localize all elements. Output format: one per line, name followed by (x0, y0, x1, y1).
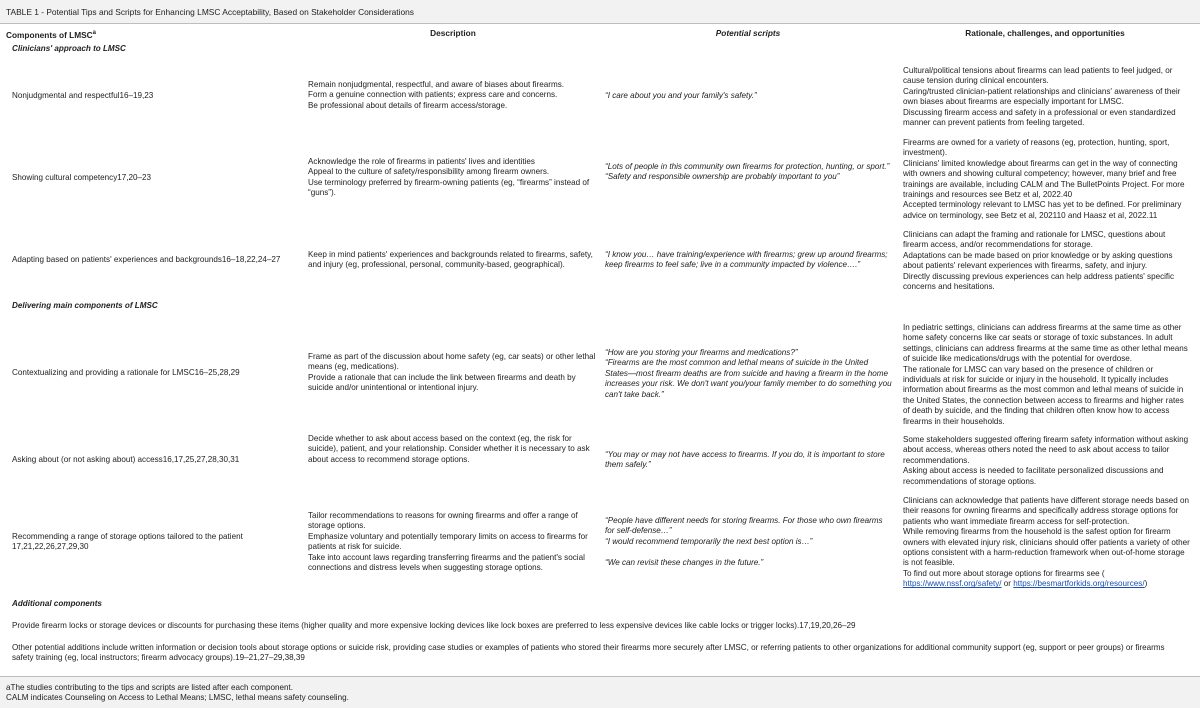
row-rationale: Clinicians can acknowledge that patients have different storage needs based on their reasons for owning firearms and specifically address storage options for patients who want immediate firearm access for self-protection. While removing firearms from the household is the safest option for firearm owners with elevated injury risk, clinicians should offer patients a variety of other options consistent with a harm-reduction framework when out-of-home storage is not feasible. To find out more about storage options for firearms see ( https://www.nssf.org/safety/ or https://besmartforkids.org/resources/) (903, 496, 1190, 589)
section-approach: Clinicians' approach to LMSC (12, 44, 126, 53)
row-rationale: In pediatric settings, clinicians can address firearms at the same time as other home safety concerns like car seats or storage of toxic substances. In adult settings, clinicians can address firearms at the same time as other lethal means of suicide like medications/drugs with the potential for overdose. The rationale for LMSC can vary based on the presence of children or individuals at risk for suicide or injury in the household. It typically includes information about firearms as the most common and lethal means of suicide in the United States, the connection between access to firearms and higher rates of death by suicide, and the finding that children often know how to access firearms in their households. (903, 323, 1188, 426)
row-scripts: “You may or may not have access to firearms. If you do, it is important to store them safely.” (605, 450, 885, 470)
additional-item: Provide firearm locks or storage devices or discounts for purchasing these items (higher quality and more expensive locking devices like lock boxes are preferred to less expensive devices like cable locks or trigger locks).17,19,20,26–29 (12, 621, 856, 630)
header-description: Description (430, 28, 476, 38)
besmartforkids-resources-link[interactable]: https://besmartforkids.org/resources/ (1013, 579, 1145, 589)
row-component: Asking about (or not asking about) access16,17,25,27,28,30,31 (12, 455, 240, 464)
footnote-a: aThe studies contributing to the tips and scripts are listed after each component. (6, 683, 294, 692)
row-component: Contextualizing and providing a rationale for LMSC16–25,28,29 (12, 368, 240, 377)
footnote-mark: a (92, 30, 96, 36)
header-rationale: Rationale, challenges, and opportunities (965, 28, 1125, 38)
row-scripts: “I know you… have training/experience with firearms; grew up around firearms; keep firearms to feel safe; live in a community impacted by violence….” (605, 250, 888, 270)
row-component: Nonjudgmental and respectful16–19,23 (12, 91, 154, 100)
table-caption: TABLE 1 - Potential Tips and Scripts for Enhancing LMSC Acceptability, Based on Stakeholder Considerations (0, 0, 1200, 24)
additional-item: Other potential additions include written information or decision tools about storage options or suicide risk, providing case studies or examples of patients who stored their firearms more securely after LMSC, or referring patients to other organizations for additional community support (eg, support or peer groups) or firearms safety training (eg, local instructors; firearm advocacy groups).19–21,27–29,38,39 (12, 643, 1165, 663)
row-description: Frame as part of the discussion about home safety (eg, car seats) or other lethal means (eg, medications). Provide a rationale that can include the link between firearms and death by suicide and/or unintentional or intentional injury. (308, 352, 596, 393)
row-component: Adapting based on patients' experiences and backgrounds16–18,22,24–27 (12, 255, 281, 264)
row-component: Recommending a range of storage options tailored to the patient 17,21,22,26,27,29,30 (12, 532, 243, 552)
footnote-abbreviations: CALM indicates Counseling on Access to Lethal Means; LMSC, lethal means safety counseling. (6, 693, 349, 703)
nssf-safety-link[interactable]: https://www.nssf.org/safety/ (903, 579, 1002, 589)
row-component: Showing cultural competency17,20–23 (12, 173, 152, 182)
header-scripts: Potential scripts (715, 28, 781, 38)
header-components: Components of LMSC$^a$ (6, 29, 96, 40)
row-description: Remain nonjudgmental, respectful, and aware of biases about firearms. Form a genuine connection with patients; express care and concerns. Be professional about details of firearm access/storage. (308, 80, 564, 110)
row-rationale: Firearms are owned for a variety of reasons (eg, protection, hunting, sport, investment). Clinicians' limited knowledge about firearms can get in the way of connecting with owners and showing cultural competency; however, many brief and free trainings are available, including CALM and The BulletPoints Project. For more trainings and resources see Betz et al, 2022.40 Accepted terminology relevant to LMSC has yet to be defined. For preliminary advice on terminology, see Betz et al, 202110 and Haasz et al, 2022.11 (903, 138, 1185, 220)
row-rationale: Clinicians can adapt the framing and rationale for LMSC, questions about firearm access, and/or recommendations for storage. Adaptations can be made based on prior knowledge or by asking questions about patients' relevant experiences with firearms, safety, and injury. Directly discussing previous experiences can help address patients' specific concerns and hesitations. (903, 230, 1175, 292)
row-scripts: “Lots of people in this community own firearms for protection, hunting, or sport.” “Safety and responsible ownership are probably important to you” (605, 162, 890, 182)
row-rationale: Some stakeholders suggested offering firearm safety information without asking about access, whereas others noted the need to ask about access to tailor recommendations. Asking about access is needed to facilitate personalized discussions and recommendations of storage options. (903, 435, 1189, 486)
row-rationale: Cultural/political tensions about firearms can lead patients to feel judged, or cause tension during clinical encounters. Caring/trusted clinician-patient relationships and clinicians' awareness of their own biases about firearms are especially important for LMSC. Discussing firearm access and safety in a professional or even standardized manner can prevent patients from feeling targeted. (903, 66, 1181, 128)
section-delivering: Delivering main components of LMSC (12, 301, 158, 310)
row-scripts: “I care about you and your family's safety.” (605, 91, 757, 100)
row-description: Tailor recommendations to reasons for owning firearms and offer a range of storage options. Emphasize voluntary and potentially temporary limits on access to firearms for patients at risk for suicide. Take into account laws regarding transferring firearms and the patient's social connections and distress levels when suggesting storage options. (308, 511, 588, 573)
row-scripts: “How are you storing your firearms and medications?” “Firearms are the most common and lethal means of suicide in the United States—most firearm deaths are from suicide and having a firearm in the home increases your risk. We don't want you/your family member to do something you can't take back.” (605, 348, 892, 399)
row-description: Decide whether to ask about access based on the context (eg, the risk for suicide), patient, and your relationship. Consider whether it is necessary to ask about access to recommend storage options. (308, 434, 590, 464)
table-footnotes (0, 676, 1200, 708)
row-description: Acknowledge the role of firearms in patients' lives and identities Appeal to the culture of safety/responsibility among firearm owners. Use terminology preferred by firearm-owning patients (eg, “firearms” instead of “guns”). (308, 157, 590, 198)
section-additional: Additional components (12, 599, 102, 608)
row-scripts: “People have different needs for storing firearms. For those who own firearms for self-defense…” “I would recommend temporarily the next best option is…” “We can revisit these changes in the future.” (605, 516, 883, 567)
row-description: Keep in mind patients' experiences and backgrounds related to firearms, safety, and injury (eg, professional, personal, community-based, geographical). (308, 250, 593, 270)
